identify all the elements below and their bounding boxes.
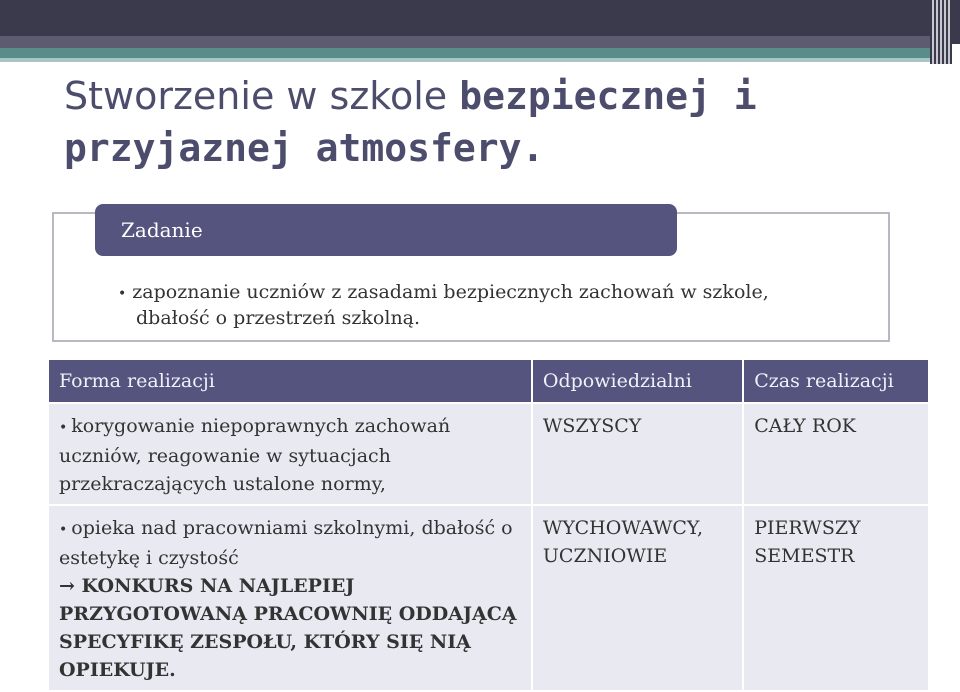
table-row (48, 505, 929, 691)
cell-odpowiedzialni: WYCHOWAWCY, UCZNIOWIE (532, 505, 743, 691)
task-header: Zadanie (95, 204, 677, 256)
cell-forma (48, 505, 532, 691)
header-czas: Czas realizacji (743, 359, 929, 403)
task-line-2: dbałość o przestrzeń szkolną. (136, 307, 421, 329)
forma-extra: KONKURS NA NAJLEPIEJ PRZYGOTOWANĄ PRACOWNIĘ ODDAJĄCĄ SPECYFIKĘ ZESPOŁU, KTÓRY SIĘ NIĄ OPIEKUJE. (59, 575, 517, 681)
bullet-icon: • (59, 522, 68, 538)
bullet-icon: • (118, 286, 127, 302)
cell-odpowiedzialni: WSZYSCY (532, 403, 743, 505)
decorative-stripes (930, 0, 952, 64)
cell-czas: PIERWSZY SEMESTR (743, 505, 929, 691)
task-line-1: zapoznanie uczniów z zasadami bezpiecznych zachowań w szkole, (132, 281, 769, 303)
accent-line (0, 48, 930, 58)
slide-title (64, 70, 924, 174)
table-header-row (48, 359, 929, 403)
table-row (48, 403, 929, 505)
bullet-icon: • (59, 420, 68, 436)
title-bold: bezpiecznej i przyjaznej atmosfery. (64, 74, 757, 170)
top-banner-shadow (0, 36, 935, 48)
title-normal: Stworzenie w szkole (64, 74, 460, 118)
accent-line-light (0, 58, 930, 62)
plan-table (47, 358, 930, 692)
arrow-icon: → (59, 575, 82, 597)
forma-text: korygowanie niepoprawnych zachowań uczniów, reagowanie w sytuacjach przekraczających ustalone normy, (59, 415, 451, 495)
forma-text: opieka nad pracowniami szkolnymi, dbałość o estetykę i czystość (59, 517, 513, 569)
task-body (118, 280, 858, 330)
cell-czas: CAŁY ROK (743, 403, 929, 505)
cell-forma (48, 403, 532, 505)
header-odpowiedzialni: Odpowiedzialni (532, 359, 743, 403)
header-forma: Forma realizacji (48, 359, 532, 403)
